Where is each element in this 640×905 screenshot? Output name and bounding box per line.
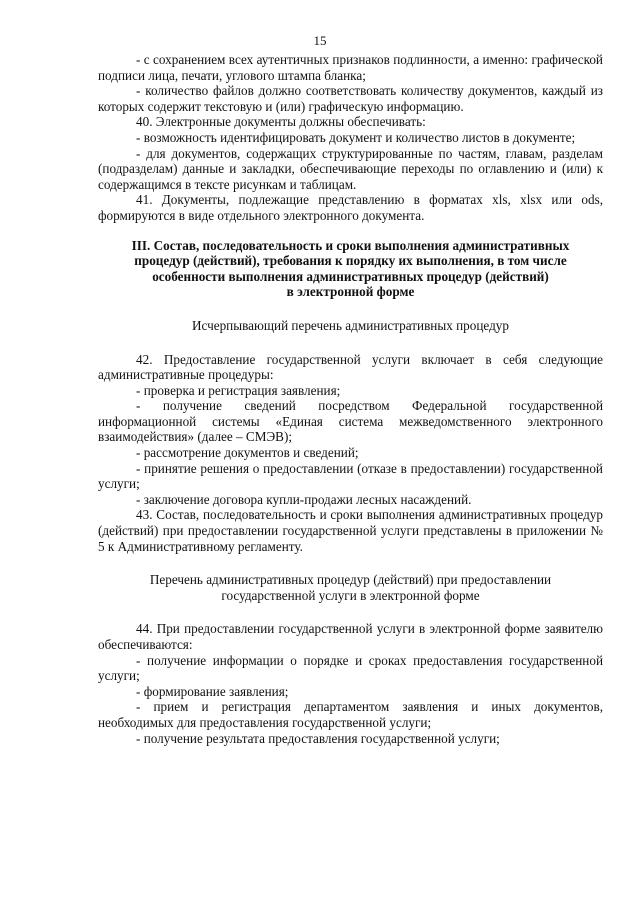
section-heading-line: III. Состав, последовательность и сроки выполнения административных bbox=[131, 237, 570, 253]
paragraph: - получение сведений посредством Федеральной государственной информационной системы «Единая система межведомственного электронного взаимодействия» (далее – СМЭВ); bbox=[98, 398, 603, 445]
section-heading-line: особенности выполнения административных процедур (действий) bbox=[152, 268, 549, 284]
paragraph: - рассмотрение документов и сведений; bbox=[136, 445, 359, 461]
paragraph: 40. Электронные документы должны обеспечивать: bbox=[136, 114, 426, 130]
paragraph: - заключение договора купли-продажи лесных насаждений. bbox=[136, 491, 472, 507]
subheading-procedures-list: Исчерпывающий перечень административных процедур bbox=[191, 317, 509, 333]
paragraph: - получение информации о порядке и сроках предоставления государственной услуги; bbox=[98, 652, 603, 684]
paragraph: 42. Предоставление государственной услуги включает в себя следующие административные процедуры: bbox=[98, 351, 603, 383]
paragraph: - возможность идентифицировать документ и количество листов в документе; bbox=[136, 129, 576, 145]
subheading-line: Перечень административных процедур (действий) при предоставлении bbox=[149, 572, 552, 588]
page-content bbox=[98, 52, 603, 746]
paragraph: - количество файлов должно соответствовать количеству документов, каждый из которых содержит текстовую и (или) графическую информацию. bbox=[98, 83, 603, 114]
subheading-electronic-procedures bbox=[98, 572, 603, 603]
paragraph: - получение результата предоставления государственной услуги; bbox=[136, 730, 500, 746]
paragraph: - формирование заявления; bbox=[136, 683, 289, 699]
paragraph: - принятие решения о предоставлении (отказе в предоставлении) государственной услуги; bbox=[98, 460, 603, 492]
paragraph: - проверка и регистрация заявления; bbox=[136, 382, 341, 398]
page-number: 15 bbox=[313, 33, 327, 48]
section-heading-line: процедур (действий), требования к порядку их выполнения, в том числе bbox=[134, 253, 567, 269]
paragraph: 44. При предоставлении государственной услуги в электронной форме заявителю обеспечиваются: bbox=[98, 621, 603, 652]
paragraph: 43. Состав, последовательность и сроки выполнения административных процедур (действий) при предоставлении государственной услуги представлены в приложении № 5 к Административному регламенту. bbox=[98, 507, 603, 554]
paragraph: 41. Документы, подлежащие представлению в форматах xls, xlsx или ods, формируются в виде отдельного электронного документа. bbox=[98, 192, 603, 223]
subheading-line: государственной услуги в электронной форме bbox=[221, 587, 480, 603]
section-heading bbox=[98, 238, 603, 300]
paragraph: - для документов, содержащих структурированные по частям, главам, разделам (подразделам) данные и закладки, обеспечивающие переходы по оглавлению и (или) к содержащимся в тексте рисункам и таблицам. bbox=[98, 145, 603, 192]
paragraph: - с сохранением всех аутентичных признаков подлинности, а именно: графической подписи лица, печати, углового штампа бланка; bbox=[98, 52, 603, 83]
section-heading-line: в электронной форме bbox=[286, 284, 415, 300]
paragraph: - прием и регистрация департаментом заявления и иных документов, необходимых для предоставления государственной услуги; bbox=[98, 699, 603, 730]
